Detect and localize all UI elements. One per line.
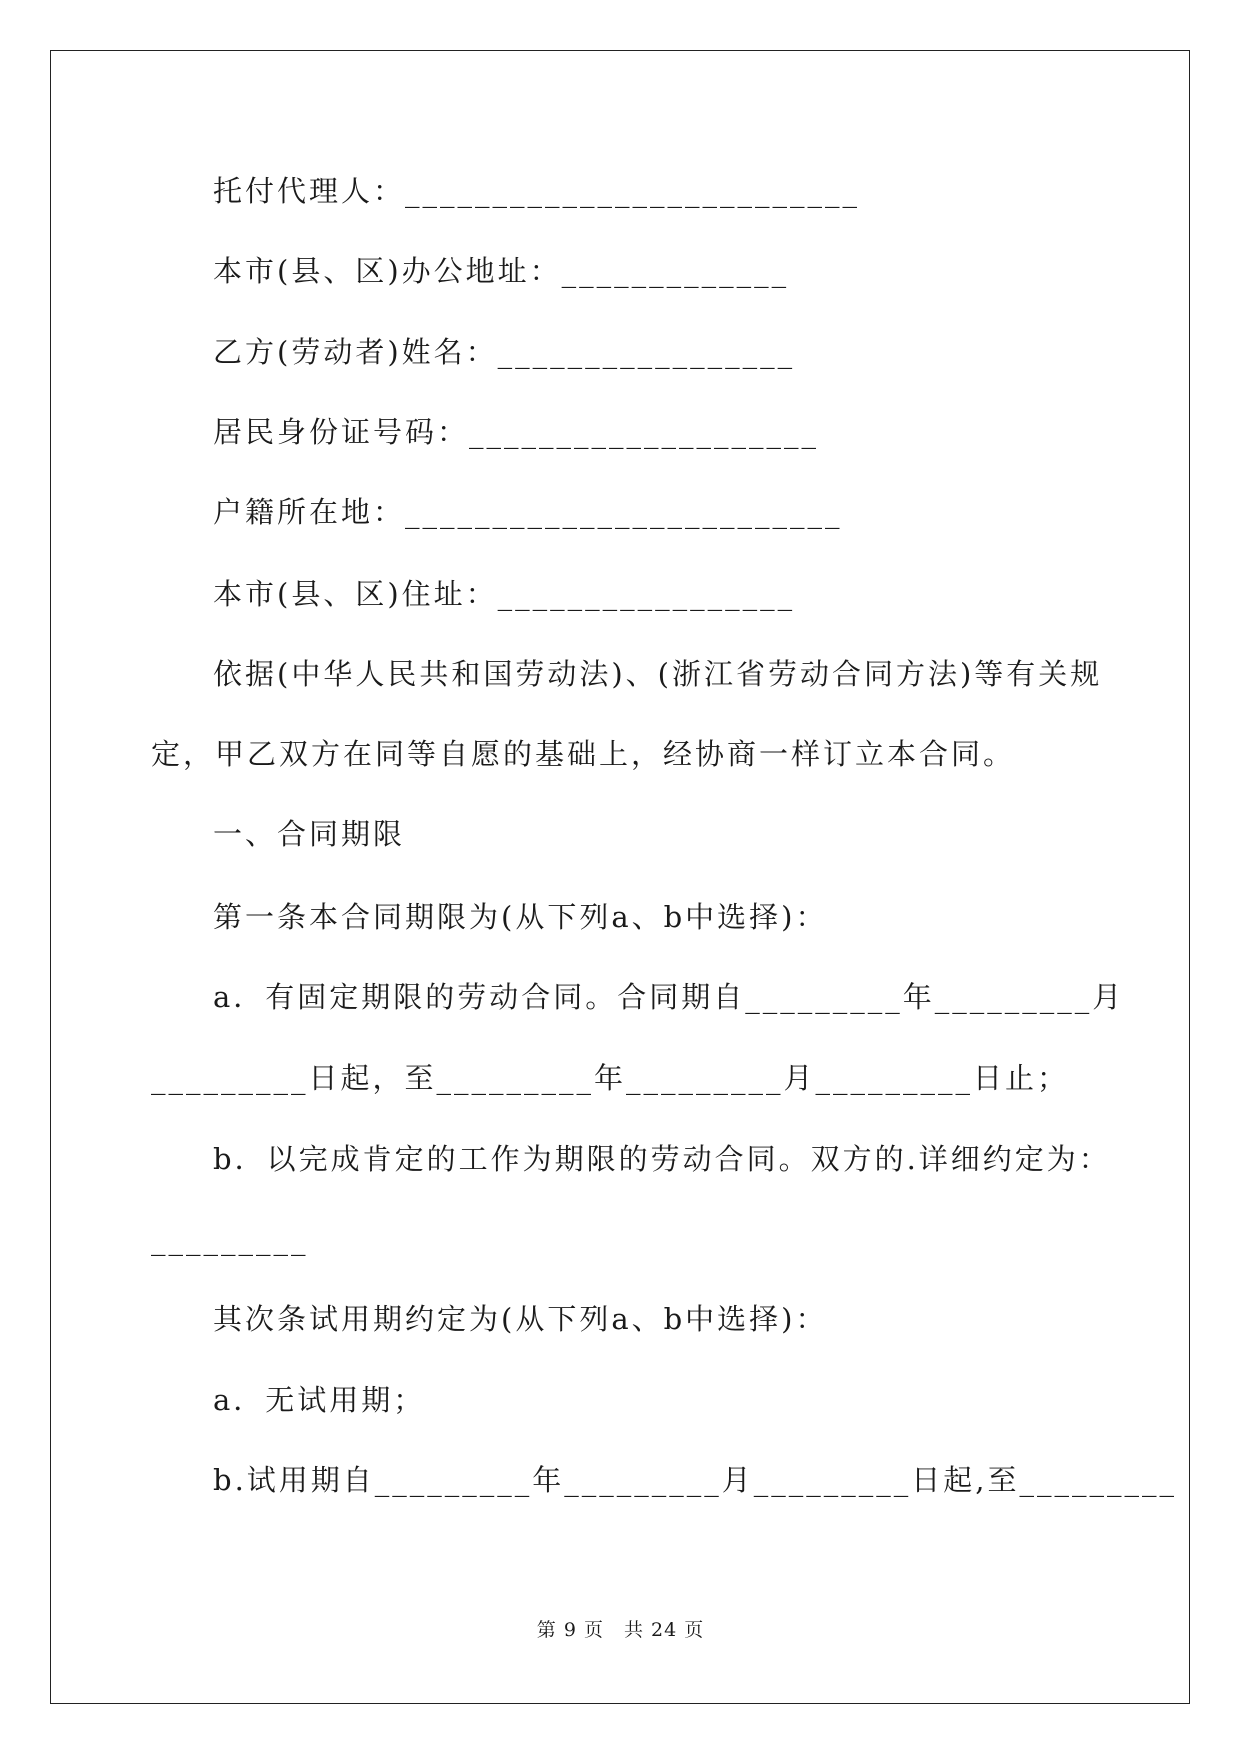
probation-option-a-line: a．无试用期； (213, 1383, 426, 1417)
residence-address-line: 本市(县、区)住址：_________________ (213, 577, 796, 611)
article-1-line: 第一条本合同期限为(从下列a、b中选择)： (213, 900, 828, 934)
section-heading: 一、合同期限 (213, 817, 406, 851)
page-frame (50, 50, 1190, 1704)
article-2-line: 其次条试用期约定为(从下列a、b中选择)： (213, 1302, 828, 1336)
option-b-task-term-line-1: b．以完成肯定的工作为期限的劳动合同。双方的.详细约定为： (213, 1142, 1111, 1176)
household-register-line: 户籍所在地：_________________________ (213, 495, 843, 529)
employee-name-line: 乙方(劳动者)姓名：_________________ (213, 335, 796, 369)
page-number-footer: 第 9 页 共 24 页 (536, 1619, 705, 1641)
id-number-line: 居民身份证号码：____________________ (213, 415, 820, 449)
office-address-line: 本市(县、区)办公地址：_____________ (213, 254, 790, 288)
agent-line: 托付代理人：__________________________ (213, 174, 861, 208)
basis-paragraph-line-1: 依据(中华人民共和国劳动法)、(浙江省劳动合同方法)等有关规 (213, 657, 1103, 691)
option-b-task-term-line-2: _________ (151, 1222, 309, 1256)
probation-option-b-line: b.试用期自_________年_________月_________日起,至_________ (213, 1463, 1178, 1497)
option-a-fixed-term-line-2: _________日起，至_________年_________月_________日止； (151, 1061, 1070, 1095)
option-a-fixed-term-line-1: a．有固定期限的劳动合同。合同期自_________年_________月 (213, 980, 1125, 1014)
basis-paragraph-line-2: 定，甲乙双方在同等自愿的基础上，经协商一样订立本合同。 (151, 737, 1016, 771)
